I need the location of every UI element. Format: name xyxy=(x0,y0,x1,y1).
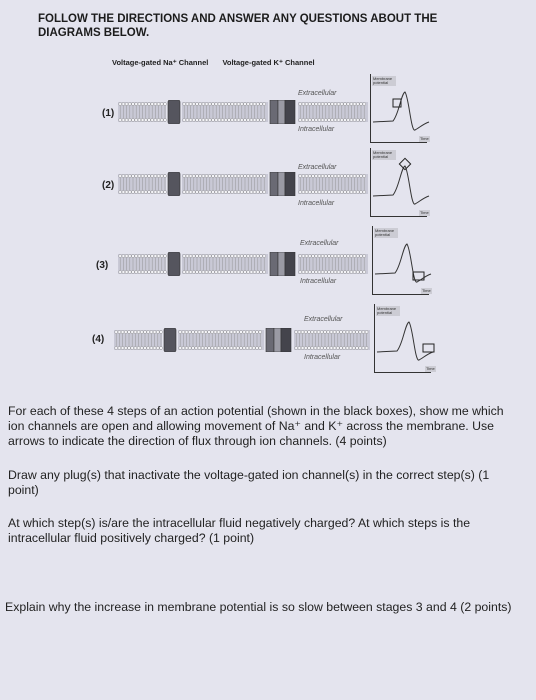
k-channel xyxy=(270,172,295,196)
na-channel xyxy=(168,252,180,276)
lipid-bilayer-segment xyxy=(114,330,163,350)
potential-graph xyxy=(372,226,429,295)
x-axis-label: Time xyxy=(420,210,429,215)
question-1: For each of these 4 steps of an action potential (shown in the black boxes), show me which ion channels are open and allowing movement of Na⁺ and K⁺ across the membrane. Use arrows to indicate the direction of flux through ion channels. (4 points) xyxy=(8,404,504,448)
step-number: (1) xyxy=(102,108,115,119)
step-1 xyxy=(0,76,536,160)
x-axis-label: Time xyxy=(426,366,435,371)
step-4 xyxy=(0,306,536,394)
lipid-bilayer-segment xyxy=(182,254,268,274)
extracellular-label: Extracellular xyxy=(298,164,337,171)
question-3: At which step(s) is/are the intracellular fluid negatively charged? At which steps is the intracellular fluid positively charged? (1 point) xyxy=(8,516,471,545)
question-4: Explain why the increase in membrane potential is so slow between stages 3 and 4 (2 points) xyxy=(5,600,512,614)
lipid-bilayer-segment xyxy=(298,254,368,274)
na-channel-label: Voltage-gated Na⁺ Channel xyxy=(112,58,209,67)
lipid-bilayer-segment xyxy=(298,174,368,194)
extracellular-label: Extracellular xyxy=(298,90,337,97)
na-channel xyxy=(168,100,180,124)
step-number: (4) xyxy=(92,334,105,345)
membrane-diagram xyxy=(114,328,370,352)
na-channel xyxy=(164,328,176,352)
lipid-bilayer-segment xyxy=(298,102,368,122)
step-marker-box xyxy=(423,344,434,352)
y-axis-label: Membrane potential xyxy=(374,228,398,238)
extracellular-label: Extracellular xyxy=(304,316,343,323)
lipid-bilayer-segment xyxy=(118,254,167,274)
k-channel xyxy=(270,100,295,124)
intracellular-label: Intracellular xyxy=(298,200,335,207)
y-axis-label: Membrane potential xyxy=(372,76,396,86)
lipid-bilayer-segment xyxy=(294,330,370,350)
membrane-diagram xyxy=(118,172,368,196)
step-number: (2) xyxy=(102,180,115,191)
lipid-bilayer-segment xyxy=(178,330,264,350)
intracellular-label: Intracellular xyxy=(298,126,335,133)
step-3 xyxy=(0,228,536,316)
intracellular-label: Intracellular xyxy=(304,354,341,361)
lipid-bilayer-segment xyxy=(118,102,167,122)
potential-graph xyxy=(370,74,427,143)
intracellular-label: Intracellular xyxy=(300,278,337,285)
k-channel-label: Voltage-gated K⁺ Channel xyxy=(222,58,315,67)
k-channel xyxy=(270,252,295,276)
membrane-diagram xyxy=(118,100,368,124)
page-heading: FOLLOW THE DIRECTIONS AND ANSWER ANY QUESTIONS ABOUT THE DIAGRAMS BELOW. xyxy=(38,13,438,39)
k-channel xyxy=(266,328,291,352)
x-axis-label: Time xyxy=(422,288,431,293)
step-marker-box xyxy=(399,158,410,169)
lipid-bilayer-segment xyxy=(182,102,268,122)
na-channel xyxy=(168,172,180,196)
lipid-bilayer-segment xyxy=(182,174,268,194)
question-2: Draw any plug(s) that inactivate the voltage-gated ion channel(s) in the correct step(s) (1 point) xyxy=(8,468,490,497)
y-axis-label: Membrane potential xyxy=(372,150,396,160)
channel-labels xyxy=(112,58,327,67)
potential-graph xyxy=(370,148,427,217)
potential-graph xyxy=(374,304,435,373)
step-number: (3) xyxy=(96,260,109,271)
step-2 xyxy=(0,150,536,240)
lipid-bilayer-segment xyxy=(118,174,167,194)
y-axis-label: Membrane potential xyxy=(376,306,400,316)
membrane-diagram xyxy=(118,252,368,276)
extracellular-label: Extracellular xyxy=(300,240,339,247)
x-axis-label: Time xyxy=(420,136,429,141)
